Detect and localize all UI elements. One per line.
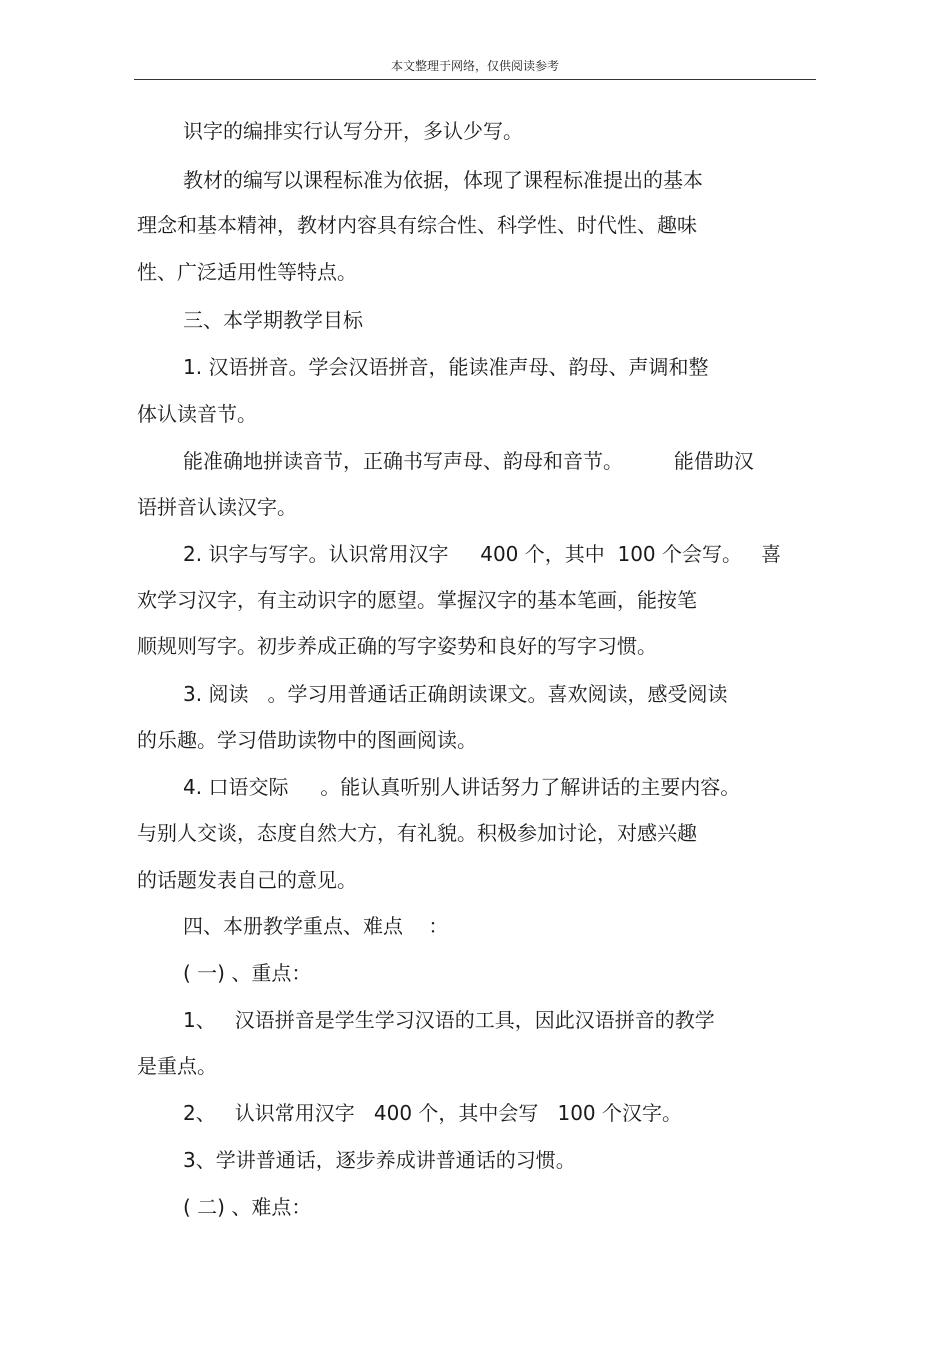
body-line: 与别人交谈，态度自然大方，有礼貌。积极参加讨论，对感兴趣 bbox=[137, 821, 697, 845]
body-line: 欢学习汉字，有主动识字的愿望。掌握汉字的基本笔画，能按笔 bbox=[137, 588, 697, 612]
body-line: 理念和基本精神，教材内容具有综合性、科学性、时代性、趣味 bbox=[137, 213, 697, 237]
subsection-heading: ( 一) 、重点： bbox=[183, 961, 312, 985]
body-line: 的乐趣。学习借助读物中的图画阅读。 bbox=[137, 728, 477, 752]
body-line: 的话题发表自己的意见。 bbox=[137, 868, 357, 892]
body-line: 是重点。 bbox=[137, 1054, 217, 1078]
header-rule bbox=[134, 79, 816, 80]
body-line: 能准确地拼读音节，正确书写声母、韵母和音节。 能借助汉 bbox=[183, 449, 754, 473]
body-line: 1、 汉语拼音是学生学习汉语的工具，因此汉语拼音的教学 bbox=[183, 1008, 715, 1032]
body-line: 语拼音认读汉字。 bbox=[137, 495, 297, 519]
body-line: 4. 口语交际 。能认真听别人讲话努力了解讲话的主要内容。 bbox=[183, 775, 741, 799]
body-line: 1. 汉语拼音。学会汉语拼音，能读准声母、韵母、声调和整 bbox=[183, 355, 709, 379]
body-line: 识字的编排实行认写分开，多认少写。 bbox=[183, 119, 523, 143]
body-line: 3. 阅读 。学习用普通话正确朗读课文。喜欢阅读，感受阅读 bbox=[183, 682, 728, 706]
body-line: 教材的编写以课程标准为依据，体现了课程标准提出的基本 bbox=[183, 168, 703, 192]
body-line: 体认读音节。 bbox=[137, 402, 257, 426]
body-line: 顺规则写字。初步养成正确的写字姿势和良好的写字习惯。 bbox=[137, 634, 657, 658]
body-line: 3、学讲普通话，逐步养成讲普通话的习惯。 bbox=[183, 1148, 576, 1172]
body-line: 2. 识字与写字。认识常用汉字 400 个，其中 100 个会写。 喜 bbox=[183, 542, 782, 566]
section-heading: 三、本学期教学目标 bbox=[183, 308, 363, 332]
subsection-heading: ( 二) 、难点： bbox=[183, 1195, 312, 1219]
body-line: 2、 认识常用汉字 400 个，其中会写 100 个汉字。 bbox=[183, 1101, 683, 1125]
body-line: 性、广泛适用性等特点。 bbox=[137, 260, 357, 284]
section-heading: 四、本册教学重点、难点 ： bbox=[183, 914, 449, 938]
page-header: 本文整理于网络，仅供阅读参考 bbox=[390, 59, 559, 73]
